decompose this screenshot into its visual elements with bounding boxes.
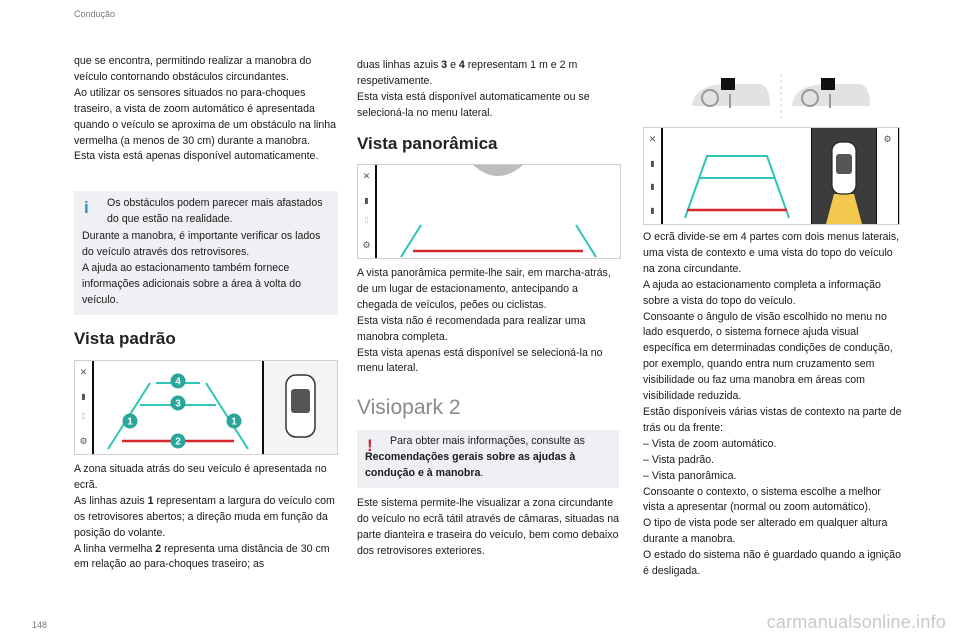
paragraph: As linhas azuis 1 representam a largura do veículo com os retrovisores abertos; a direção muda em função da posição do volante. (74, 494, 335, 539)
side-menu-left (644, 128, 661, 224)
heading-vista-panoramica: Vista panorâmica (357, 134, 498, 153)
paragraph: Consoante o ângulo de visão escolhido no menu no lado esquerdo, o sistema fornece ajuda visual específica em determinadas condições de condução, por exemplo, quando entra num cruzamento sem visibilidade ou faz uma manobra em áreas com visibilidade reduzida. (643, 310, 893, 403)
info-text: A ajuda ao estacionamento também fornece informações adicionais sobre a área à volta do veículo. (82, 261, 302, 306)
list-item: – Vista de zoom automático. (643, 437, 777, 450)
paragraph: O tipo de vista pode ser alterado em qualquer altura durante a manobra. (643, 517, 888, 546)
close-icon: ✕ (362, 171, 371, 181)
paragraph: Esta vista está disponível automaticamente ou se selecioná-la no menu lateral. (357, 90, 590, 119)
camera-front-icon: ▮ (650, 159, 655, 168)
paragraph: Consoante o contexto, o sistema escolhe a melhor vista a apresentar (normal ou zoom automático). (643, 485, 881, 514)
label-number: 3 (175, 398, 181, 410)
panoramic-text (357, 266, 621, 377)
camera-rear-icon: ▮ (650, 182, 655, 191)
page-number: 148 (32, 620, 48, 630)
camera-side-icon: ▮ (650, 206, 655, 215)
car-top-icon (264, 361, 337, 454)
label-marker-3 (171, 396, 186, 411)
paragraph: Este sistema permite-lhe visualizar a zona circundante do veículo no ecrã tátil através de câmaras, situadas na parte dianteira e traseira do veículo, bem como debaixo dos retrovisores exteriores. (357, 497, 620, 557)
guide-lines (94, 361, 262, 454)
info-text-first: Os obstáculos podem parecer mais afastados do que estão na realidade. (107, 197, 323, 225)
paragraph: Esta vista apenas está disponível se selecioná-la no menu lateral. (357, 346, 603, 375)
close-icon: ✕ (79, 367, 88, 377)
panoramic-view-screen (357, 164, 621, 259)
sensor-off-icon: ▯ (81, 411, 86, 420)
paragraph: A linha vermelha 2 representa uma distância de 30 cm em relação ao para-choques traseiro; as (74, 542, 330, 571)
camera-view (94, 361, 262, 454)
sensor-off-icon: ▯ (364, 215, 369, 224)
paragraph: Esta vista está apenas disponível automaticamente. (74, 150, 319, 163)
camera-switch-icon: ⚙ (883, 134, 892, 144)
label-marker-4 (171, 374, 186, 389)
info-icon: i (84, 198, 89, 217)
steering-wheel-diagram (688, 74, 874, 118)
heading-visiopark-2: Visiopark 2 (357, 396, 461, 419)
paragraph: Esta vista não é recomendada para realizar uma manobra completa. (357, 314, 586, 343)
bumper-shape (473, 165, 523, 176)
column-2-top (357, 58, 621, 122)
label-number: 4 (175, 376, 181, 388)
standard-view-text (74, 462, 338, 573)
list-item: – Vista padrão. (643, 453, 715, 466)
top-view (264, 361, 337, 454)
sensor-icon: ▮ (364, 196, 369, 205)
paragraph: que se encontra, permitindo realizar a manobra do veículo contornando obstáculos circundantes. (74, 55, 312, 83)
label-marker-2 (171, 434, 186, 449)
side-menu-right (877, 128, 898, 224)
info-text: Durante a manobra, é importante verificar os lados do veículo através dos retrovisores. (82, 230, 321, 258)
sensor-icon: ▮ (81, 392, 86, 401)
paragraph: A vista panorâmica permite-lhe sair, em marcha-atrás, de um lugar de estacionamento, antecipando a chegada de veículos, peões ou ciclistas. (357, 267, 611, 311)
car-top-sensors (812, 128, 876, 224)
paragraph: duas linhas azuis 3 e 4 representam 1 m e 2 m respetivamente. (357, 59, 578, 87)
context-guide-lines (663, 128, 811, 224)
standard-view-screen (74, 360, 338, 455)
warning-text: Para obter mais informações, consulte as Recomendações gerais sobre as ajudas à condução e à manobra. (365, 435, 585, 479)
steering-wheel-icons (688, 74, 874, 118)
panoramic-camera-view (377, 165, 620, 258)
label-marker-1-right (227, 414, 242, 429)
label-marker-1-left (123, 414, 138, 429)
paragraph: Ao utilizar os sensores situados no para-choques traseiro, a vista de zoom automático é apresentada quando o veículo se aproxima de um obstáculo na linha vermelha (a menos de 30 cm) durante a manobra. (74, 86, 337, 147)
paragraph: O ecrã divide-se em 4 partes com dois menus laterais, uma vista de contexto e uma vista do topo do veículo na zona circundante. (643, 231, 900, 275)
label-number: 2 (175, 436, 181, 448)
side-menu-left (75, 361, 92, 454)
guide-line-right (206, 383, 248, 449)
top-view-visiopark (812, 128, 876, 224)
paragraph: A ajuda ao estacionamento completa a informação sobre a vista do topo do veículo. (643, 278, 881, 307)
label-number: 1 (231, 416, 237, 428)
paragraph: A zona situada atrás do seu veículo é apresentada no ecrã. (74, 463, 327, 491)
paragraph: Estão disponíveis várias vistas de contexto na parte de trás ou da frente: (643, 405, 902, 434)
warning-icon: ! (367, 436, 373, 455)
column-1 (74, 54, 338, 165)
panoramic-guide-lines (377, 165, 620, 258)
context-view (663, 128, 811, 224)
side-menu-left (358, 165, 375, 258)
visiopark-text (357, 496, 621, 560)
settings-icon: ⚙ (362, 240, 371, 250)
settings-icon: ⚙ (79, 436, 88, 446)
sensor-zone (826, 194, 862, 224)
info-box (74, 191, 338, 315)
watermark: carmanualsonline.info (766, 612, 946, 632)
list-item: – Vista panorâmica. (643, 469, 737, 482)
warning-box (357, 430, 619, 488)
column-3-text (643, 230, 903, 580)
label-number: 1 (127, 416, 133, 428)
section-title: Condução (74, 9, 116, 19)
heading-vista-padrao: Vista padrão (74, 329, 176, 348)
close-icon: ✕ (648, 134, 657, 144)
visiopark-screen (643, 127, 900, 225)
paragraph: O estado do sistema não é guardado quando a ignição é desligada. (643, 549, 901, 578)
